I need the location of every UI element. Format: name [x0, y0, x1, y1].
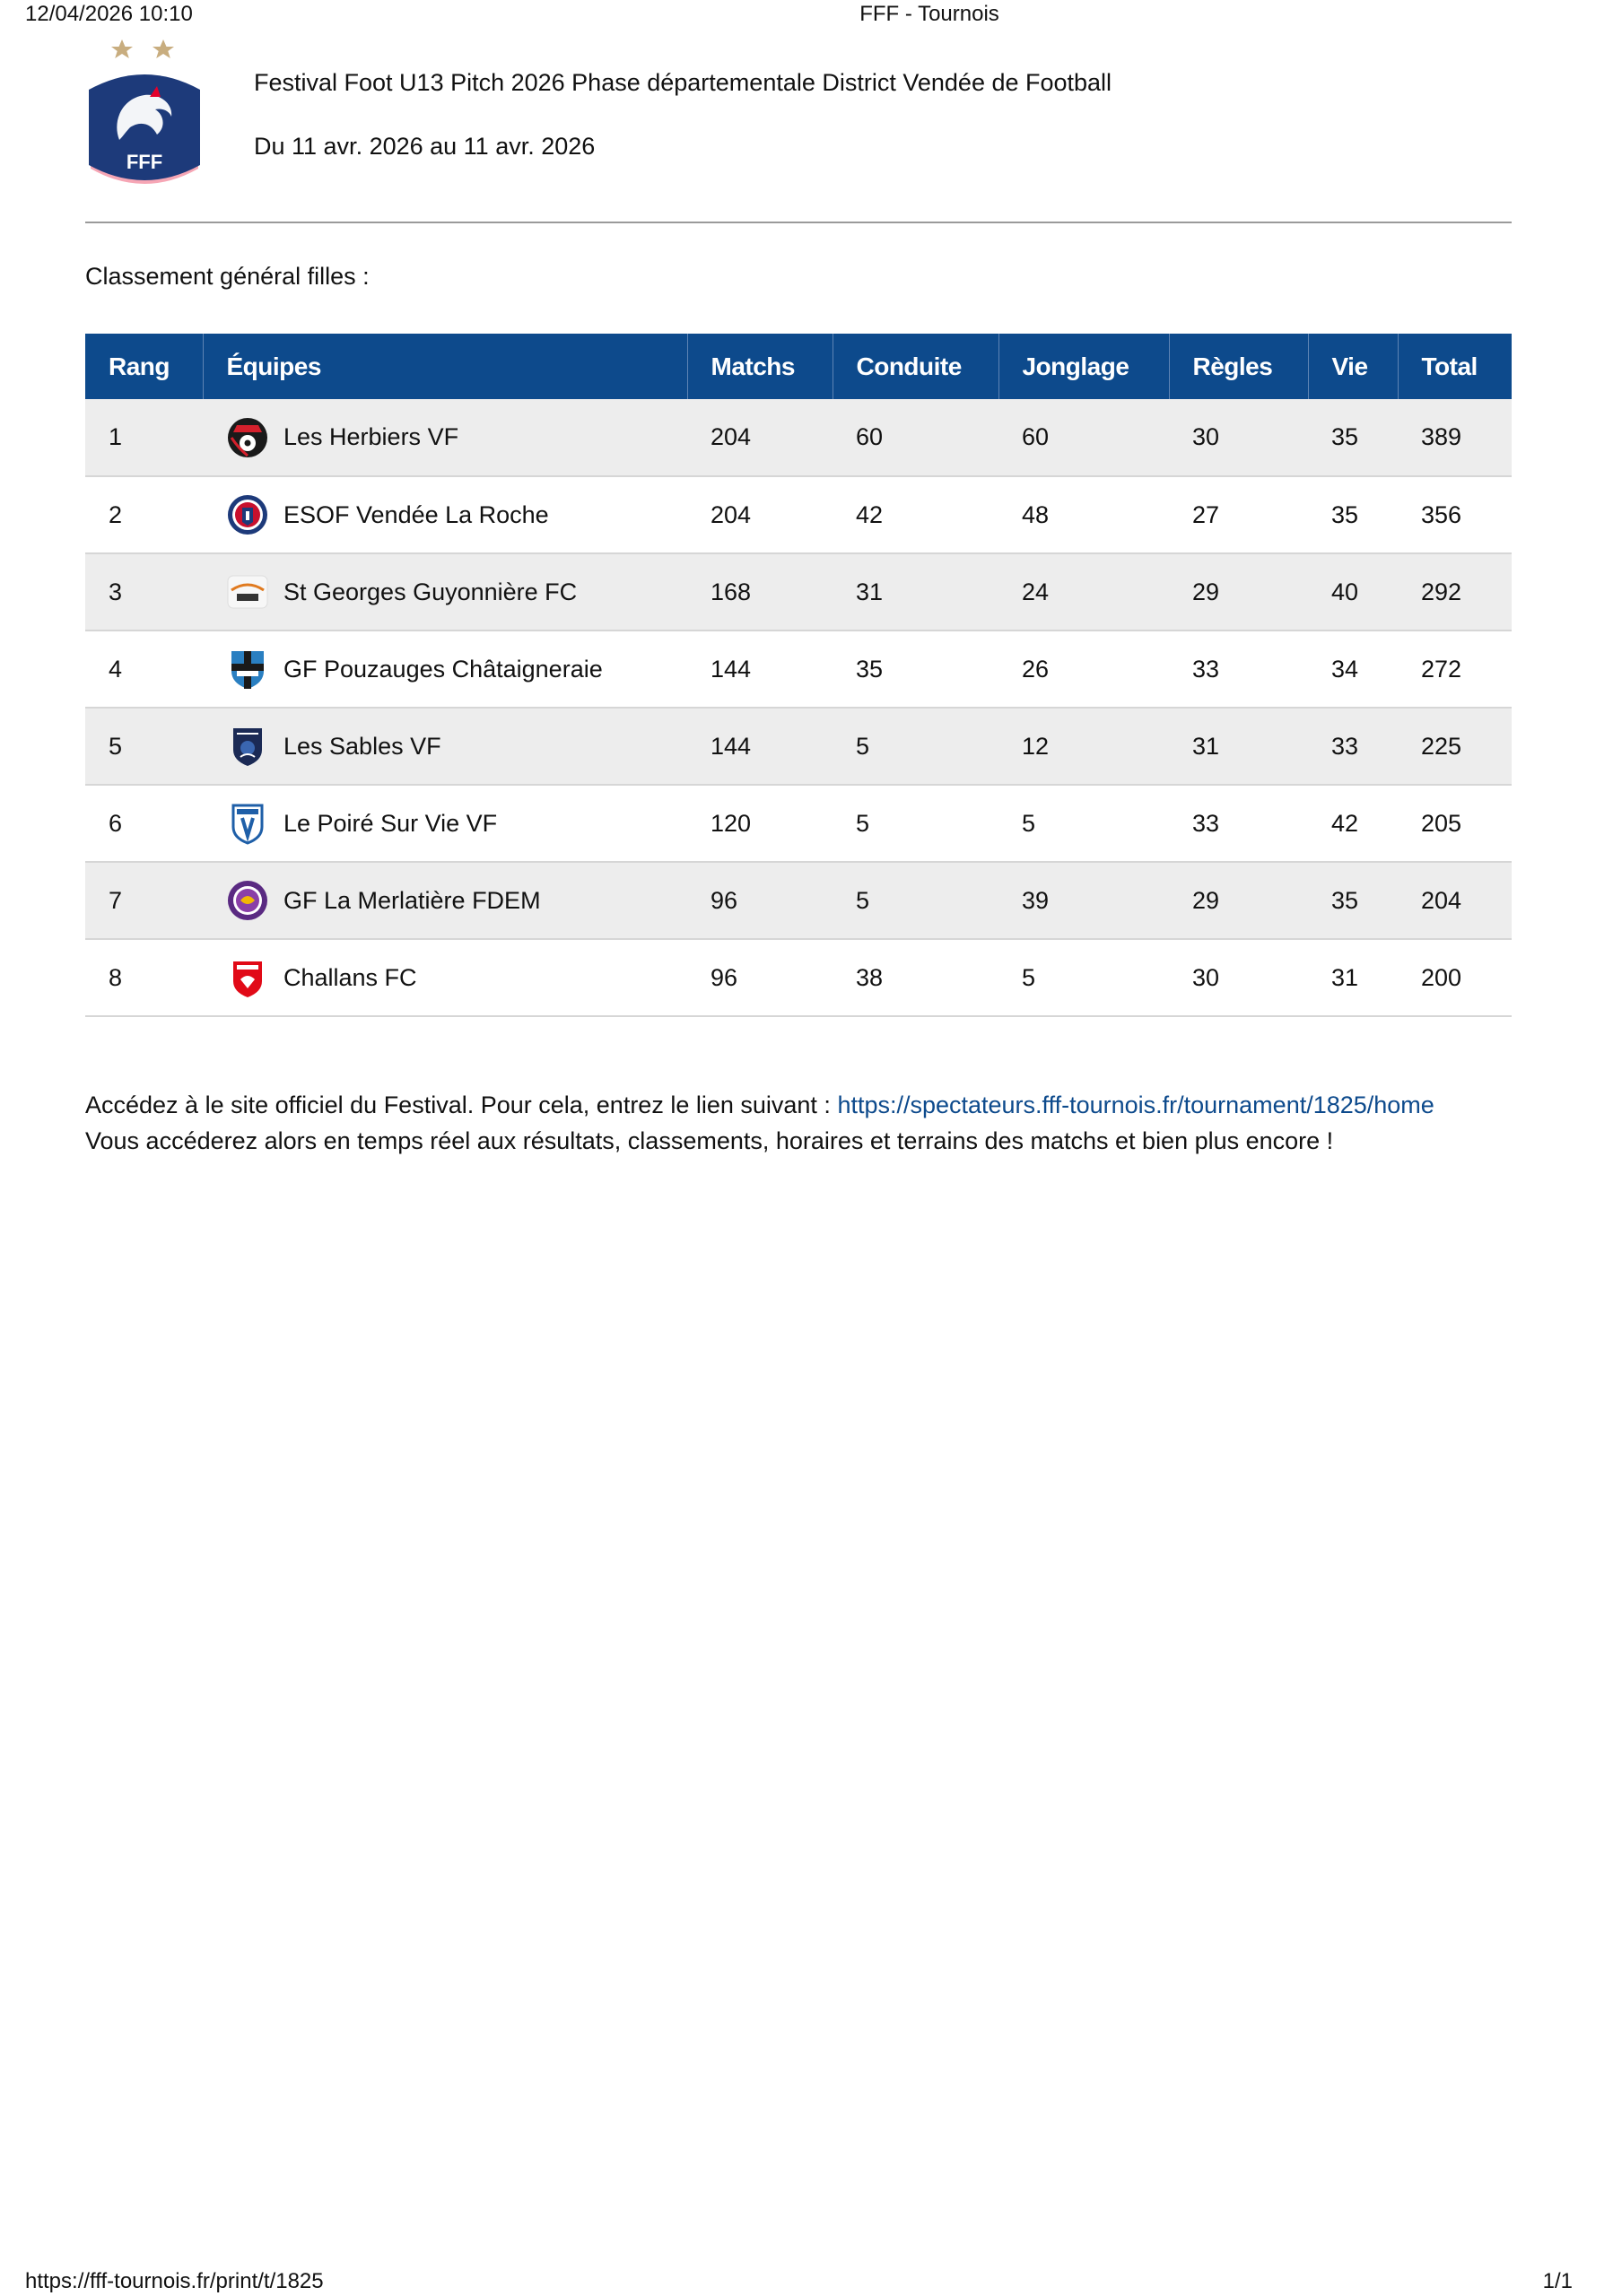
table-row: [85, 862, 1512, 939]
la-merlatiere-crest-icon: [226, 879, 269, 922]
jonglage-cell: 48: [998, 476, 1169, 553]
festival-link[interactable]: https://spectateurs.fff-tournois.fr/tournament/1825/home: [837, 1091, 1434, 1118]
rank-cell: 5: [85, 708, 203, 785]
table-row: [85, 631, 1512, 708]
table-row: [85, 476, 1512, 553]
tournament-title: Festival Foot U13 Pitch 2026 Phase départementale District Vendée de Football: [254, 69, 1112, 96]
matchs-cell: 96: [687, 939, 833, 1016]
rank-cell: 4: [85, 631, 203, 708]
regles-cell: 33: [1169, 785, 1308, 862]
vie-cell: 35: [1308, 399, 1398, 476]
vie-cell: 35: [1308, 862, 1398, 939]
header-conduite[interactable]: Conduite: [833, 334, 998, 399]
fff-logo-text: FFF: [126, 151, 163, 173]
table-row: [85, 708, 1512, 785]
total-cell: 272: [1398, 631, 1512, 708]
total-cell: 356: [1398, 476, 1512, 553]
rank-cell: 1: [85, 399, 203, 476]
header-regles[interactable]: Règles: [1169, 334, 1308, 399]
conduite-cell: 31: [833, 553, 998, 631]
rank-cell: 7: [85, 862, 203, 939]
conduite-cell: 60: [833, 399, 998, 476]
team-name[interactable]: Le Poiré Sur Vie VF: [283, 809, 498, 837]
vie-cell: 34: [1308, 631, 1398, 708]
vie-cell: 35: [1308, 476, 1398, 553]
table-row: [85, 399, 1512, 476]
vie-cell: 33: [1308, 708, 1398, 785]
tournament-dates: Du 11 avr. 2026 au 11 avr. 2026: [254, 133, 596, 160]
print-page-number: 1/1: [1542, 2269, 1573, 2293]
pouzauges-crest-icon: [226, 648, 269, 691]
regles-cell: 29: [1169, 862, 1308, 939]
regles-cell: 29: [1169, 553, 1308, 631]
matchs-cell: 96: [687, 862, 833, 939]
matchs-cell: 144: [687, 708, 833, 785]
total-cell: 225: [1398, 708, 1512, 785]
table-header-row: [85, 334, 1512, 399]
conduite-cell: 5: [833, 708, 998, 785]
esof-crest-icon: [226, 493, 269, 536]
team-name[interactable]: Les Herbiers VF: [283, 423, 459, 450]
festival-info-prefix: Accédez à le site officiel du Festival. Pour cela, entrez le lien suivant :: [85, 1091, 838, 1118]
jonglage-cell: 60: [998, 399, 1169, 476]
matchs-cell: 204: [687, 476, 833, 553]
challans-crest-icon: [226, 956, 269, 999]
team-name[interactable]: Challans FC: [283, 963, 417, 991]
festival-info-line2: Vous accéderez alors en temps réel aux résultats, classements, horaires et terrains des matchs et bien plus encore !: [85, 1127, 1334, 1154]
header-rang[interactable]: Rang: [85, 334, 203, 399]
team-name[interactable]: ESOF Vendée La Roche: [283, 500, 549, 528]
matchs-cell: 204: [687, 399, 833, 476]
print-page-title: FFF - Tournois: [859, 2, 999, 26]
table-row: [85, 939, 1512, 1016]
regles-cell: 27: [1169, 476, 1308, 553]
jonglage-cell: 5: [998, 939, 1169, 1016]
fff-logo-icon: [85, 34, 204, 196]
print-datetime: 12/04/2026 10:10: [25, 2, 193, 26]
header-vie[interactable]: Vie: [1308, 334, 1398, 399]
print-url: https://fff-tournois.fr/print/t/1825: [25, 2269, 324, 2293]
table-row: [85, 785, 1512, 862]
jonglage-cell: 26: [998, 631, 1169, 708]
matchs-cell: 120: [687, 785, 833, 862]
rank-cell: 2: [85, 476, 203, 553]
matchs-cell: 168: [687, 553, 833, 631]
total-cell: 200: [1398, 939, 1512, 1016]
total-cell: 292: [1398, 553, 1512, 631]
total-cell: 389: [1398, 399, 1512, 476]
festival-info: [85, 1087, 1565, 1159]
le-poire-crest-icon: [226, 802, 269, 845]
jonglage-cell: 24: [998, 553, 1169, 631]
vie-cell: 31: [1308, 939, 1398, 1016]
regles-cell: 30: [1169, 939, 1308, 1016]
total-cell: 204: [1398, 862, 1512, 939]
conduite-cell: 5: [833, 785, 998, 862]
team-name[interactable]: GF Pouzauges Châtaigneraie: [283, 655, 603, 683]
team-name[interactable]: Les Sables VF: [283, 732, 441, 760]
regles-cell: 31: [1169, 708, 1308, 785]
vie-cell: 42: [1308, 785, 1398, 862]
les-herbiers-crest-icon: [226, 416, 269, 459]
conduite-cell: 5: [833, 862, 998, 939]
conduite-cell: 38: [833, 939, 998, 1016]
rank-cell: 6: [85, 785, 203, 862]
table-row: [85, 553, 1512, 631]
header-matchs[interactable]: Matchs: [687, 334, 833, 399]
header-jonglage[interactable]: Jonglage: [998, 334, 1169, 399]
les-sables-crest-icon: [226, 725, 269, 768]
ranking-table: [85, 334, 1512, 1017]
regles-cell: 33: [1169, 631, 1308, 708]
header-divider: [85, 222, 1512, 223]
regles-cell: 30: [1169, 399, 1308, 476]
vie-cell: 40: [1308, 553, 1398, 631]
total-cell: 205: [1398, 785, 1512, 862]
jonglage-cell: 5: [998, 785, 1169, 862]
team-name[interactable]: St Georges Guyonnière FC: [283, 578, 578, 605]
matchs-cell: 144: [687, 631, 833, 708]
jonglage-cell: 12: [998, 708, 1169, 785]
festival-info-line1: [85, 1087, 1565, 1123]
conduite-cell: 42: [833, 476, 998, 553]
header-equipes[interactable]: Équipes: [203, 334, 687, 399]
conduite-cell: 35: [833, 631, 998, 708]
section-title: Classement général filles :: [85, 263, 370, 290]
team-name[interactable]: GF La Merlatière FDEM: [283, 886, 541, 914]
jonglage-cell: 39: [998, 862, 1169, 939]
rank-cell: 8: [85, 939, 203, 1016]
rank-cell: 3: [85, 553, 203, 631]
st-georges-crest-icon: [226, 570, 269, 613]
header-total[interactable]: Total: [1398, 334, 1512, 399]
